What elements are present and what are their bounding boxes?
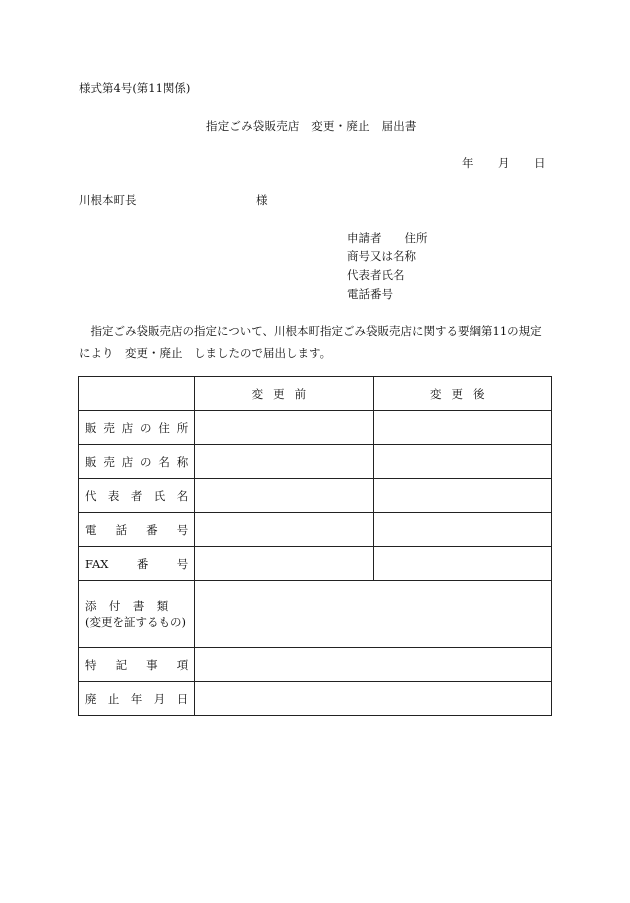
addressee-honorific: 様: [256, 193, 268, 207]
fax-before-cell[interactable]: [195, 547, 373, 581]
header-blank-cell: [79, 377, 195, 411]
table-row: [79, 479, 552, 513]
addressee-name: 川根本町長: [79, 193, 137, 207]
row-label-representative: 代表者氏名: [79, 479, 195, 513]
attachments-note: (変更を証するもの): [85, 615, 186, 629]
applicant-address-label: 申請者 住所: [347, 231, 428, 245]
date-month-label: 月: [498, 156, 510, 170]
row-label-fax: FAX番号: [79, 547, 195, 581]
applicant-representative-label: 代表者氏名: [347, 268, 405, 282]
date-year-label: 年: [462, 156, 474, 170]
store-name-before-cell[interactable]: [195, 445, 373, 479]
table-row: [79, 445, 552, 479]
body-line-1: 指定ごみ袋販売店の指定について、川根本町指定ごみ袋販売店に関する要綱第11の規定: [79, 324, 542, 338]
attachments-cell[interactable]: [195, 581, 552, 648]
table-row: [79, 411, 552, 445]
document-title: 指定ごみ袋販売店 変更・廃止 届出書: [206, 119, 417, 133]
row-label-store-name: 販売店の名称: [79, 445, 195, 479]
header-after: 変更後: [373, 377, 551, 411]
table-row: [79, 648, 552, 682]
phone-after-cell[interactable]: [373, 513, 551, 547]
special-notes-cell[interactable]: [195, 648, 552, 682]
store-address-after-cell[interactable]: [373, 411, 551, 445]
applicant-phone-label: 電話番号: [347, 287, 393, 301]
applicant-company-label: 商号又は名称: [347, 249, 416, 263]
table-row: [79, 513, 552, 547]
row-label-abolition-date: 廃止年月日: [79, 682, 195, 716]
row-label-attachments: [79, 581, 195, 648]
table-header-row: [79, 377, 552, 411]
store-address-before-cell[interactable]: [195, 411, 373, 445]
row-label-special-notes: 特記事項: [79, 648, 195, 682]
row-label-store-address: 販売店の住所: [79, 411, 195, 445]
body-line-2: により 変更・廃止 しましたので届出します。: [79, 346, 332, 360]
representative-after-cell[interactable]: [373, 479, 551, 513]
abolition-date-cell[interactable]: [195, 682, 552, 716]
table-row: [79, 547, 552, 581]
phone-before-cell[interactable]: [195, 513, 373, 547]
table-row: [79, 682, 552, 716]
fax-after-cell[interactable]: [373, 547, 551, 581]
header-before: 変更前: [195, 377, 373, 411]
table-row: [79, 581, 552, 648]
attachments-label: 添付書類: [85, 599, 169, 613]
form-number: 様式第4号(第11関係): [79, 81, 191, 95]
store-name-after-cell[interactable]: [373, 445, 551, 479]
row-label-phone: 電話番号: [79, 513, 195, 547]
date-day-label: 日: [534, 156, 546, 170]
date-line: [462, 156, 546, 170]
notification-body: [79, 320, 559, 364]
change-table: [78, 376, 552, 716]
representative-before-cell[interactable]: [195, 479, 373, 513]
